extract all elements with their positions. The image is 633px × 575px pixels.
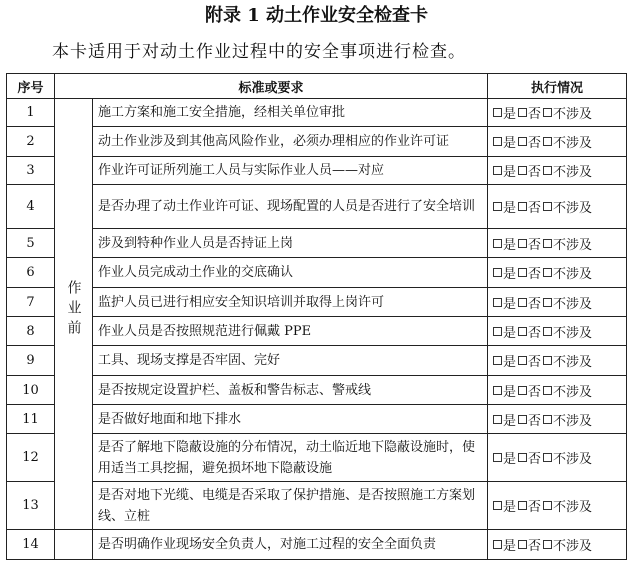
safety-check-table [6,73,627,560]
option-label: 是 [503,267,517,282]
standard-text: 作业许可证所列施工人员与实际作业人员——对应 [93,157,488,185]
table-row [7,346,627,376]
status-options [488,185,627,229]
option-label: 是 [503,201,517,216]
checkbox-icon[interactable] [493,239,502,248]
checkbox-icon[interactable] [518,453,527,462]
option-na[interactable] [543,452,592,467]
checkbox-icon[interactable] [543,108,552,117]
checkbox-icon[interactable] [493,108,502,117]
option-label: 是 [503,107,517,122]
checkbox-icon[interactable] [543,415,552,424]
option-label: 否 [528,384,542,400]
option-yes[interactable] [493,107,516,122]
phase-label [55,99,93,530]
row-number: 11 [7,405,55,434]
option-label: 不涉及 [553,201,593,216]
option-yes[interactable] [493,500,516,515]
checkbox-icon[interactable] [543,137,552,146]
checkbox-icon[interactable] [518,327,527,336]
option-yes[interactable] [493,165,516,180]
checkbox-icon[interactable] [493,166,502,175]
option-label: 是 [503,165,517,180]
option-no[interactable] [518,500,541,515]
option-label: 否 [528,296,542,312]
option-label: 不涉及 [553,325,593,341]
option-yes[interactable] [493,385,516,400]
checkbox-icon[interactable] [543,239,552,248]
option-yes[interactable] [493,297,516,312]
status-options [488,376,627,405]
table-row [7,185,627,229]
table-row [7,127,627,157]
checkbox-icon[interactable] [518,137,527,146]
option-label: 是 [503,452,517,467]
page-title: 附录 1 动土作业安全检查卡 [204,5,429,26]
option-yes[interactable] [493,452,516,467]
option-label: 不涉及 [553,267,593,282]
option-no[interactable] [518,414,541,429]
option-no[interactable] [518,297,541,312]
checkbox-icon[interactable] [493,202,502,211]
checkbox-icon[interactable] [543,453,552,462]
table-row [7,229,627,258]
option-no[interactable] [518,452,541,467]
checkbox-icon[interactable] [493,137,502,146]
table-row [7,530,627,560]
option-na[interactable] [543,267,592,282]
standard-text: 监护人员已进行相应安全知识培训并取得上岗许可 [93,288,488,317]
option-label: 是 [503,500,517,515]
option-label: 不涉及 [553,237,593,253]
option-na[interactable] [543,385,592,400]
status-options [488,127,627,157]
table-header-row [7,74,627,99]
option-label: 是 [503,296,517,312]
checkbox-icon[interactable] [493,540,502,549]
header-standard: 标准或要求 [55,74,488,99]
row-number: 6 [7,258,55,288]
status-options [488,434,627,482]
standard-text: 动土作业涉及到其他高风险作业，必须办理相应的作业许可证 [93,127,488,157]
row-number: 10 [7,376,55,405]
option-na[interactable] [543,297,592,312]
option-na[interactable] [543,238,592,253]
table-row [7,482,627,530]
option-yes[interactable] [493,201,516,216]
checkbox-icon[interactable] [518,415,527,424]
table-row [7,434,627,482]
option-yes[interactable] [493,539,516,554]
standard-text: 施工方案和施工安全措施，经相关单位审批 [93,99,488,127]
checkbox-icon[interactable] [493,356,502,365]
checkbox-icon[interactable] [543,386,552,395]
status-options [488,157,627,185]
row-number: 8 [7,317,55,346]
option-label: 否 [528,267,542,282]
checkbox-icon[interactable] [493,386,502,395]
option-label: 否 [528,107,542,122]
status-options [488,346,627,376]
option-label: 不涉及 [553,539,593,554]
option-label: 是 [503,136,517,151]
option-yes[interactable] [493,326,516,341]
option-no[interactable] [518,136,541,151]
option-label: 否 [528,539,542,554]
row-number: 3 [7,157,55,185]
status-options [488,482,627,530]
standard-text: 是否明确作业现场安全负责人，对施工过程的安全全面负责 [93,530,488,560]
checkbox-icon[interactable] [518,298,527,307]
option-label: 否 [528,237,542,253]
status-options [488,229,627,258]
option-label: 否 [528,165,542,180]
option-label: 是 [503,413,517,429]
checkbox-icon[interactable] [543,501,552,510]
checkbox-icon[interactable] [543,166,552,175]
table-row [7,258,627,288]
checkbox-icon[interactable] [518,501,527,510]
checkbox-icon[interactable] [493,298,502,307]
status-options [488,288,627,317]
option-label: 不涉及 [553,384,593,400]
checkbox-icon[interactable] [518,268,527,277]
option-label: 不涉及 [553,413,593,429]
option-label: 不涉及 [553,136,593,151]
option-no[interactable] [518,238,541,253]
option-label: 否 [528,452,542,467]
row-number: 4 [7,185,55,229]
checkbox-icon[interactable] [493,327,502,336]
header-no: 序号 [7,74,55,99]
checkbox-icon[interactable] [518,356,527,365]
status-options [488,317,627,346]
option-label: 是 [503,539,517,554]
checkbox-icon[interactable] [518,239,527,248]
status-options [488,258,627,288]
checkbox-icon[interactable] [543,268,552,277]
row-number: 13 [7,482,55,530]
option-na[interactable] [543,500,592,515]
option-label: 不涉及 [553,296,593,312]
option-yes[interactable] [493,355,516,370]
option-label: 是 [503,237,517,253]
checkbox-icon[interactable] [493,415,502,424]
table-row [7,317,627,346]
option-yes[interactable] [493,136,516,151]
option-label: 不涉及 [553,165,593,180]
standard-text: 是否按规定设置护栏、盖板和警告标志、警戒线 [93,376,488,405]
option-label: 是 [503,384,517,400]
checkbox-icon[interactable] [518,202,527,211]
standard-text: 是否做好地面和地下排水 [93,405,488,434]
table-row [7,376,627,405]
status-options [488,405,627,434]
checkbox-icon[interactable] [493,501,502,510]
option-yes[interactable] [493,267,516,282]
status-options [488,99,627,127]
option-na[interactable] [543,355,592,370]
checkbox-icon[interactable] [543,298,552,307]
checkbox-icon[interactable] [493,453,502,462]
option-label: 否 [528,201,542,216]
option-no[interactable] [518,385,541,400]
option-na[interactable] [543,165,592,180]
row-number: 2 [7,127,55,157]
standard-text: 是否办理了动土作业许可证、现场配置的人员是否进行了安全培训 [93,185,488,229]
row-number: 7 [7,288,55,317]
option-yes[interactable] [493,414,516,429]
checkbox-icon[interactable] [543,202,552,211]
option-label: 否 [528,325,542,341]
option-no[interactable] [518,201,541,216]
row-number: 9 [7,346,55,376]
checkbox-icon[interactable] [518,108,527,117]
option-label: 否 [528,500,542,515]
checkbox-icon[interactable] [518,540,527,549]
option-label: 否 [528,136,542,151]
option-no[interactable] [518,165,541,180]
option-no[interactable] [518,355,541,370]
checkbox-icon[interactable] [543,540,552,549]
status-options [488,530,627,560]
standard-text: 作业人员完成动土作业的交底确认 [93,258,488,288]
option-label: 不涉及 [553,107,593,122]
option-na[interactable] [543,539,592,554]
header-status: 执行情况 [488,74,627,99]
checkbox-icon[interactable] [543,356,552,365]
option-label: 否 [528,355,542,370]
checkbox-icon[interactable] [518,166,527,175]
checkbox-icon[interactable] [493,268,502,277]
option-na[interactable] [543,136,592,151]
option-label: 否 [528,413,542,429]
option-label: 是 [503,325,517,341]
option-na[interactable] [543,107,592,122]
option-yes[interactable] [493,238,516,253]
row-number: 5 [7,229,55,258]
option-no[interactable] [518,539,541,554]
row-number: 1 [7,99,55,127]
checkbox-icon[interactable] [518,386,527,395]
option-label: 是 [503,355,517,370]
row-number: 12 [7,434,55,482]
phase-text: 作业前 [65,279,82,340]
option-no[interactable] [518,267,541,282]
option-na[interactable] [543,414,592,429]
standard-text: 是否了解地下隐蔽设施的分布情况，动土临近地下隐蔽设施时，使用适当工具挖掘，避免损坏地下隐蔽设施 [93,434,488,482]
table-row [7,157,627,185]
option-label: 不涉及 [553,355,593,370]
option-no[interactable] [518,107,541,122]
table-row [7,99,627,127]
standard-text: 工具、现场支撑是否牢固、完好 [93,346,488,376]
standard-text: 是否对地下光缆、电缆是否采取了保护措施、是否按照施工方案划线、立桩 [93,482,488,530]
standard-text: 涉及到特种作业人员是否持证上岗 [93,229,488,258]
standard-text: 作业人员是否按照规范进行佩戴 PPE [93,317,488,346]
option-na[interactable] [543,326,592,341]
phase-label-next [55,530,93,560]
table-row [7,288,627,317]
checkbox-icon[interactable] [543,327,552,336]
table-row [7,405,627,434]
option-label: 不涉及 [553,500,593,515]
row-number: 14 [7,530,55,560]
option-label: 不涉及 [553,452,593,467]
option-no[interactable] [518,326,541,341]
option-na[interactable] [543,201,592,216]
intro-text: 本卡适用于对动土作业过程中的安全事项进行检查。 [52,42,466,62]
